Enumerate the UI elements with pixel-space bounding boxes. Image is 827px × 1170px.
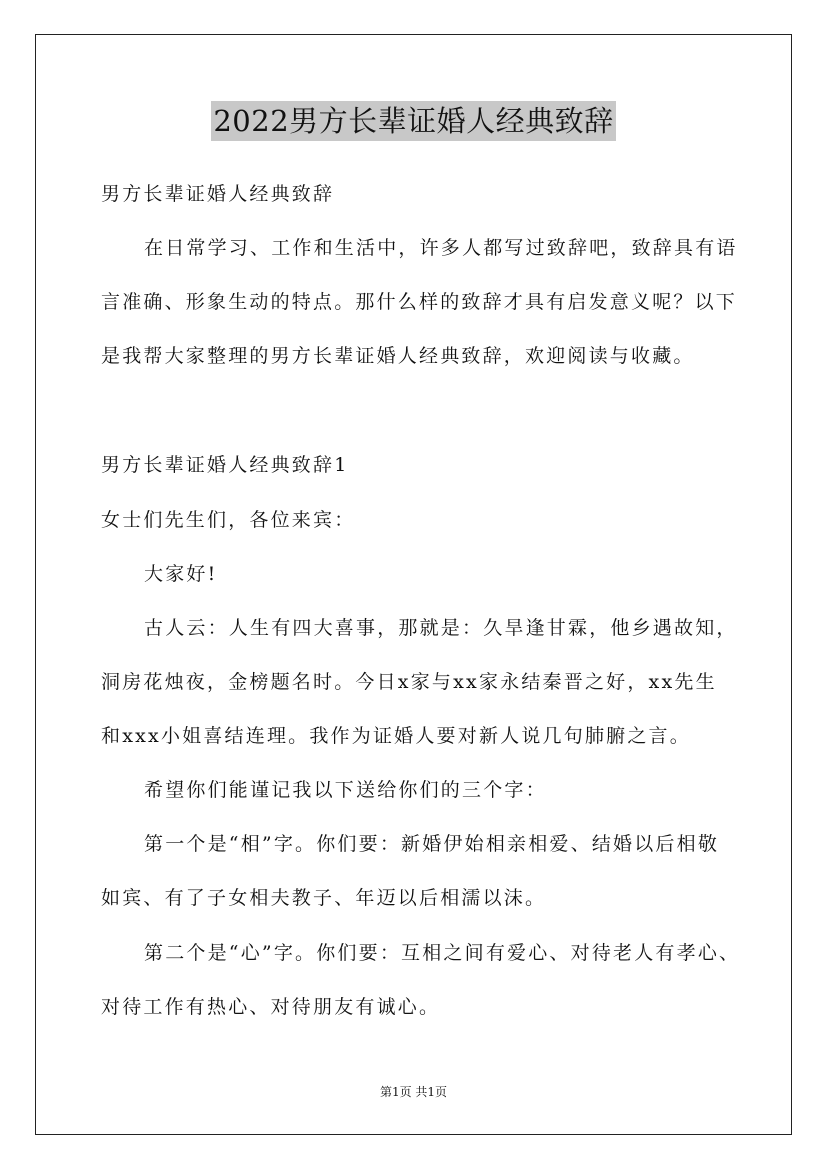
paragraph1-line-3: 和xxx小姐喜结连理。我作为证婚人要对新人说几句肺腑之言。	[101, 725, 691, 747]
paragraph3-line-1: 第一个是“相”字。你们要：新婚伊始相亲相爱、结婚以后相敬	[144, 833, 720, 855]
document-title: 2022男方长辈证婚人经典致辞	[211, 101, 615, 141]
intro-line-2: 言准确、形象生动的特点。那什么样的致辞才具有启发意义呢？以下	[101, 291, 738, 313]
paragraph3-line-2: 如宾、有了子女相夫教子、年迈以后相濡以沫。	[101, 887, 547, 909]
greeting: 大家好!	[144, 563, 218, 585]
paragraph4-line-1: 第二个是“心”字。你们要：互相之间有爱心、对待老人有孝心、	[144, 942, 741, 964]
paragraph4-line-2: 对待工作有热心、对待朋友有诚心。	[101, 996, 441, 1018]
title-block	[0, 101, 827, 141]
page-footer: 第1页 共1页	[379, 1085, 448, 1099]
document-subtitle: 男方长辈证婚人经典致辞	[101, 183, 335, 205]
paragraph1-line-2: 洞房花烛夜，金榜题名时。今日x家与xx家永结秦晋之好，xx先生	[101, 671, 717, 693]
paragraph2: 希望你们能谨记我以下送给你们的三个字：	[144, 779, 547, 801]
intro-line-1: 在日常学习、工作和生活中，许多人都写过致辞吧，致辞具有语	[144, 237, 738, 259]
intro-line-3: 是我帮大家整理的男方长辈证婚人经典致辞，欢迎阅读与收藏。	[101, 345, 695, 367]
salutation: 女士们先生们，各位来宾：	[101, 509, 356, 531]
section-heading: 男方长辈证婚人经典致辞1	[101, 454, 349, 476]
paragraph1-line-1: 古人云：人生有四大喜事，那就是：久旱逢甘霖，他乡遇故知，	[144, 617, 738, 639]
